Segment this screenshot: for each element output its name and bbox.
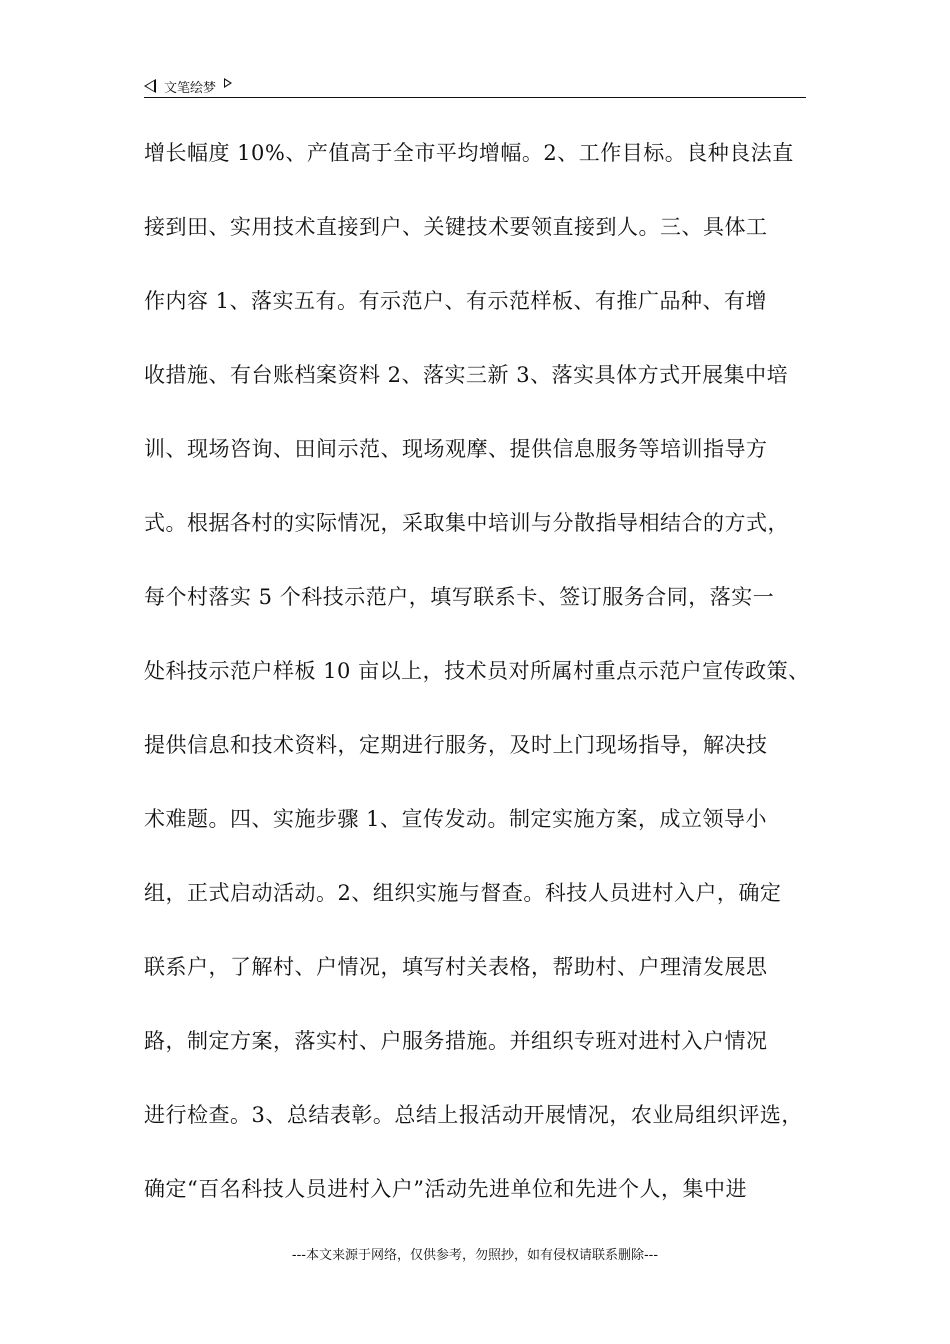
body-line: 作内容 1、落实五有。有示范户、有示范样板、有推广品种、有增 [144,289,768,313]
body-line: 提供信息和技术资料，定期进行服务，及时上门现场指导，解决技 [144,733,768,757]
body-line: 式。根据各村的实际情况，采取集中培训与分散指导相结合的方式， [144,511,789,535]
body-line: 增长幅度 10%、产值高于全市平均增幅。2、工作目标。良种良法直 [144,141,794,165]
body-line: 训、现场咨询、田间示范、现场观摩、提供信息服务等培训指导方 [144,437,768,461]
body-line: 收措施、有台账档案资料 2、落实三新 3、落实具体方式开展集中培 [144,363,789,387]
header-divider [144,97,806,98]
body-line: 联系户，了解村、户情况，填写村关表格，帮助村、户理清发展思 [144,955,768,979]
body-line: 进行检查。3、总结表彰。总结上报活动开展情况，农业局组织评选， [144,1103,803,1127]
body-line: 组，正式启动活动。2、组织实施与督查。科技人员进村入户，确定 [144,881,782,905]
body-line: 处科技示范户样板 10 亩以上，技术员对所属村重点示范户宣传政策、 [144,659,810,683]
body-line: 确定“百名科技人员进村入户”活动先进单位和先进个人，集中进 [144,1177,747,1201]
body-line: 路，制定方案，落实村、户服务措施。并组织专班对进村入户情况 [144,1029,768,1053]
header-title: 文笔绘梦 [164,80,217,96]
body-line: 接到田、实用技术直接到户、关键技术要领直接到人。三、具体工 [144,215,768,239]
triangle-right-icon [224,78,232,88]
body-line: 每个村落实 5 个科技示范户，填写联系卡、签订服务合同，落实一 [144,585,775,609]
document-body [144,133,814,1243]
footer-notice: ---本文来源于网络，仅供参考，勿照抄，如有侵权请联系删除--- [291,1248,659,1263]
page-header [144,74,806,98]
body-line: 术难题。四、实施步骤 1、宣传发动。制定实施方案，成立领导小 [144,807,768,831]
triangle-left-icon [144,79,156,93]
